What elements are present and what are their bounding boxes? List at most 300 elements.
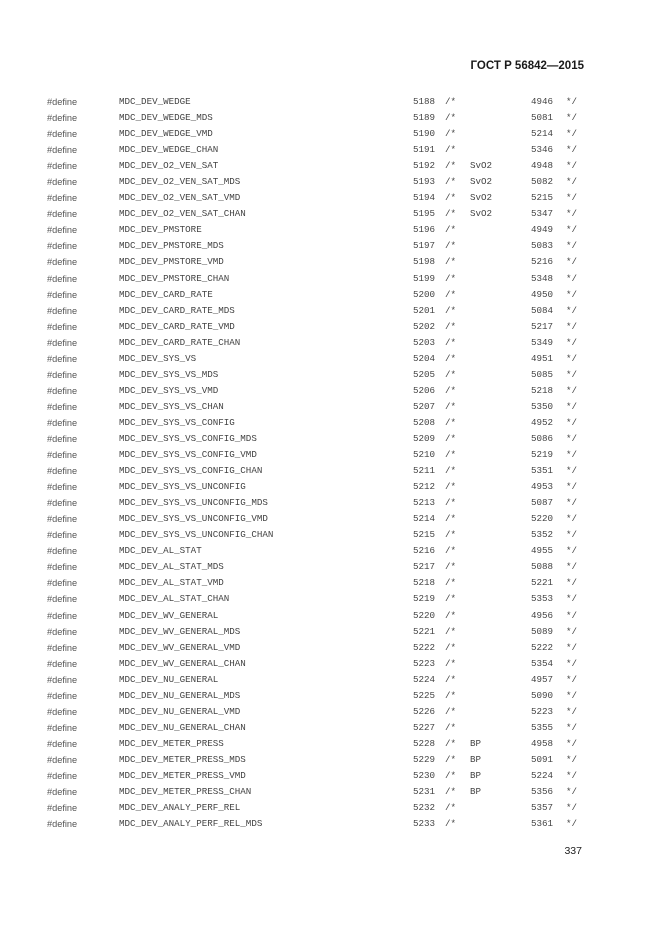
macro-name: MDC_DEV_WV_GENERAL_MDS	[119, 625, 241, 637]
comment-open: /*	[445, 609, 457, 621]
macro-code: 5231	[413, 786, 436, 798]
comment-close: */	[566, 176, 578, 188]
define-list	[0, 94, 661, 832]
comment-open: /*	[445, 416, 457, 428]
define-keyword: #define	[47, 145, 78, 156]
define-keyword: #define	[47, 305, 78, 316]
define-line	[0, 672, 661, 688]
comment-ref: 5222	[531, 641, 554, 653]
macro-name: MDC_DEV_WEDGE_MDS	[119, 112, 213, 124]
comment-close: */	[566, 112, 578, 124]
comment-open: /*	[445, 96, 457, 107]
define-line	[0, 335, 661, 351]
comment-close: */	[566, 288, 578, 300]
macro-name: MDC_DEV_WV_GENERAL_VMD	[119, 641, 241, 653]
comment-open: /*	[445, 786, 457, 798]
comment-close: */	[566, 304, 578, 316]
macro-code: 5218	[413, 577, 436, 589]
macro-name: MDC_DEV_SYS_VS_MDS	[119, 368, 219, 380]
macro-code: 5217	[413, 561, 436, 573]
macro-code: 5202	[413, 320, 436, 332]
page-header: ГОСТ Р 56842—2015	[470, 60, 584, 72]
comment-note: BP	[470, 753, 482, 765]
define-line	[0, 271, 661, 287]
macro-name: MDC_DEV_AL_STAT_CHAN	[119, 593, 230, 605]
define-keyword: #define	[47, 738, 78, 749]
macro-name: MDC_DEV_AL_STAT	[119, 545, 202, 557]
comment-open: /*	[445, 272, 457, 284]
macro-name: MDC_DEV_SYS_VS_CONFIG_VMD	[119, 449, 257, 461]
comment-open: /*	[445, 224, 457, 236]
macro-code: 5200	[413, 288, 436, 300]
comment-open: /*	[445, 240, 457, 252]
macro-code: 5201	[413, 304, 436, 316]
define-keyword: #define	[47, 433, 78, 444]
define-keyword: #define	[47, 337, 78, 348]
define-keyword: #define	[47, 642, 78, 653]
define-keyword: #define	[47, 225, 78, 236]
comment-ref: 5220	[531, 513, 554, 525]
macro-name: MDC_DEV_PMSTORE_CHAN	[119, 272, 230, 284]
define-line	[0, 351, 661, 367]
comment-note: SvO2	[470, 208, 493, 220]
define-line	[0, 591, 661, 607]
comment-note: BP	[470, 737, 482, 749]
comment-close: */	[566, 432, 578, 444]
macro-code: 5222	[413, 641, 436, 653]
define-keyword: #define	[47, 466, 78, 477]
macro-code: 5195	[413, 208, 436, 220]
comment-ref: 5346	[531, 144, 554, 156]
comment-ref: 5086	[531, 432, 554, 444]
comment-open: /*	[445, 577, 457, 589]
comment-close: */	[566, 352, 578, 364]
comment-ref: 5347	[531, 208, 554, 220]
macro-code: 5212	[413, 481, 436, 493]
comment-ref: 5083	[531, 240, 554, 252]
macro-code: 5188	[413, 96, 436, 107]
comment-open: /*	[445, 769, 457, 781]
comment-ref: 5085	[531, 368, 554, 380]
define-line	[0, 527, 661, 543]
define-keyword: #define	[47, 241, 78, 252]
comment-ref: 5223	[531, 705, 554, 717]
define-keyword: #define	[47, 562, 78, 573]
define-line	[0, 126, 661, 142]
define-line	[0, 640, 661, 656]
comment-note: BP	[470, 786, 482, 798]
comment-note: SvO2	[470, 176, 493, 188]
comment-open: /*	[445, 705, 457, 717]
define-line	[0, 110, 661, 126]
comment-ref: 5089	[531, 625, 554, 637]
comment-ref: 5356	[531, 786, 554, 798]
define-line	[0, 287, 661, 303]
comment-close: */	[566, 609, 578, 621]
define-line	[0, 142, 661, 158]
comment-open: /*	[445, 481, 457, 493]
define-line	[0, 383, 661, 399]
comment-open: /*	[445, 465, 457, 477]
comment-close: */	[566, 384, 578, 396]
define-keyword: #define	[47, 161, 78, 172]
define-keyword: #define	[47, 321, 78, 332]
macro-name: MDC_DEV_ANALY_PERF_REL	[119, 802, 241, 814]
comment-close: */	[566, 224, 578, 236]
define-line	[0, 94, 661, 110]
comment-open: /*	[445, 657, 457, 669]
define-keyword: #define	[47, 209, 78, 220]
comment-open: /*	[445, 625, 457, 637]
define-keyword: #define	[47, 819, 78, 830]
comment-ref: 5216	[531, 256, 554, 268]
comment-ref: 4957	[531, 673, 554, 685]
define-keyword: #define	[47, 385, 78, 396]
define-keyword: #define	[47, 129, 78, 140]
comment-ref: 4949	[531, 224, 554, 236]
comment-note: BP	[470, 769, 482, 781]
define-keyword: #define	[47, 498, 78, 509]
define-keyword: #define	[47, 546, 78, 557]
macro-code: 5192	[413, 160, 436, 172]
macro-code: 5227	[413, 721, 436, 733]
comment-close: */	[566, 144, 578, 156]
comment-close: */	[566, 128, 578, 140]
comment-open: /*	[445, 593, 457, 605]
comment-open: /*	[445, 641, 457, 653]
comment-close: */	[566, 513, 578, 525]
comment-close: */	[566, 593, 578, 605]
comment-open: /*	[445, 529, 457, 541]
define-line	[0, 624, 661, 640]
macro-name: MDC_DEV_SYS_VS_CHAN	[119, 400, 224, 412]
macro-name: MDC_DEV_AL_STAT_VMD	[119, 577, 224, 589]
macro-code: 5207	[413, 400, 436, 412]
page-number: 337	[564, 845, 582, 857]
macro-name: MDC_DEV_WV_GENERAL	[119, 609, 219, 621]
comment-ref: 5352	[531, 529, 554, 541]
macro-name: MDC_DEV_WEDGE	[119, 96, 191, 107]
comment-close: */	[566, 737, 578, 749]
macro-name: MDC_DEV_WEDGE_CHAN	[119, 144, 219, 156]
macro-code: 5216	[413, 545, 436, 557]
define-keyword: #define	[47, 674, 78, 685]
define-line	[0, 511, 661, 527]
define-line	[0, 303, 661, 319]
define-line	[0, 222, 661, 238]
define-keyword: #define	[47, 770, 78, 781]
macro-code: 5226	[413, 705, 436, 717]
define-line	[0, 752, 661, 768]
comment-open: /*	[445, 368, 457, 380]
comment-close: */	[566, 561, 578, 573]
macro-name: MDC_DEV_WV_GENERAL_CHAN	[119, 657, 246, 669]
comment-close: */	[566, 802, 578, 814]
macro-name: MDC_DEV_PMSTORE	[119, 224, 202, 236]
comment-open: /*	[445, 320, 457, 332]
define-keyword: #define	[47, 257, 78, 268]
comment-close: */	[566, 818, 578, 830]
comment-close: */	[566, 545, 578, 557]
comment-ref: 5081	[531, 112, 554, 124]
comment-ref: 5087	[531, 497, 554, 509]
comment-ref: 5217	[531, 320, 554, 332]
define-line	[0, 704, 661, 720]
define-keyword: #define	[47, 401, 78, 412]
define-line	[0, 447, 661, 463]
define-keyword: #define	[47, 193, 78, 204]
comment-ref: 5348	[531, 272, 554, 284]
comment-ref: 4952	[531, 416, 554, 428]
comment-open: /*	[445, 144, 457, 156]
comment-open: /*	[445, 802, 457, 814]
macro-name: MDC_DEV_NU_GENERAL_MDS	[119, 689, 241, 701]
define-line	[0, 238, 661, 254]
macro-name: MDC_DEV_SYS_VS_UNCONFIG	[119, 481, 246, 493]
comment-close: */	[566, 657, 578, 669]
define-keyword: #define	[47, 722, 78, 733]
macro-code: 5191	[413, 144, 436, 156]
comment-open: /*	[445, 721, 457, 733]
comment-close: */	[566, 336, 578, 348]
comment-close: */	[566, 577, 578, 589]
comment-open: /*	[445, 561, 457, 573]
macro-name: MDC_DEV_SYS_VS_CONFIG_CHAN	[119, 465, 263, 477]
comment-ref: 4948	[531, 160, 554, 172]
comment-ref: 5361	[531, 818, 554, 830]
comment-ref: 4958	[531, 737, 554, 749]
define-line	[0, 559, 661, 575]
macro-name: MDC_DEV_SYS_VS_UNCONFIG_VMD	[119, 513, 268, 525]
comment-open: /*	[445, 288, 457, 300]
comment-close: */	[566, 673, 578, 685]
macro-name: MDC_DEV_CARD_RATE_CHAN	[119, 336, 241, 348]
comment-close: */	[566, 721, 578, 733]
comment-ref: 5082	[531, 176, 554, 188]
comment-ref: 4946	[531, 96, 554, 107]
define-line	[0, 415, 661, 431]
macro-code: 5189	[413, 112, 436, 124]
macro-code: 5208	[413, 416, 436, 428]
define-keyword: #define	[47, 177, 78, 188]
macro-code: 5203	[413, 336, 436, 348]
macro-code: 5224	[413, 673, 436, 685]
macro-name: MDC_DEV_PMSTORE_VMD	[119, 256, 224, 268]
comment-open: /*	[445, 384, 457, 396]
define-keyword: #define	[47, 754, 78, 765]
macro-code: 5210	[413, 449, 436, 461]
macro-name: MDC_DEV_METER_PRESS_MDS	[119, 753, 246, 765]
macro-code: 5219	[413, 593, 436, 605]
comment-close: */	[566, 416, 578, 428]
macro-name: MDC_DEV_SYS_VS_UNCONFIG_CHAN	[119, 529, 274, 541]
comment-open: /*	[445, 497, 457, 509]
macro-name: MDC_DEV_METER_PRESS_VMD	[119, 769, 246, 781]
define-keyword: #define	[47, 289, 78, 300]
macro-code: 5230	[413, 769, 436, 781]
comment-ref: 5353	[531, 593, 554, 605]
define-line	[0, 190, 661, 206]
comment-ref: 5091	[531, 753, 554, 765]
define-keyword: #define	[47, 530, 78, 541]
macro-name: MDC_DEV_ANALY_PERF_REL_MDS	[119, 818, 263, 830]
macro-name: MDC_DEV_PMSTORE_MDS	[119, 240, 224, 252]
macro-code: 5190	[413, 128, 436, 140]
comment-open: /*	[445, 304, 457, 316]
comment-ref: 4951	[531, 352, 554, 364]
comment-ref: 4956	[531, 609, 554, 621]
define-keyword: #define	[47, 787, 78, 798]
comment-close: */	[566, 753, 578, 765]
comment-close: */	[566, 625, 578, 637]
define-keyword: #define	[47, 706, 78, 717]
define-keyword: #define	[47, 450, 78, 461]
comment-ref: 5221	[531, 577, 554, 589]
comment-close: */	[566, 481, 578, 493]
comment-ref: 5214	[531, 128, 554, 140]
define-keyword: #define	[47, 594, 78, 605]
macro-name: MDC_DEV_NU_GENERAL_VMD	[119, 705, 241, 717]
define-line	[0, 688, 661, 704]
comment-close: */	[566, 529, 578, 541]
define-line	[0, 174, 661, 190]
macro-code: 5194	[413, 192, 436, 204]
comment-open: /*	[445, 336, 457, 348]
comment-open: /*	[445, 256, 457, 268]
macro-code: 5213	[413, 497, 436, 509]
comment-open: /*	[445, 753, 457, 765]
comment-close: */	[566, 96, 578, 107]
comment-ref: 5090	[531, 689, 554, 701]
define-keyword: #define	[47, 369, 78, 380]
macro-code: 5199	[413, 272, 436, 284]
define-keyword: #define	[47, 417, 78, 428]
define-line	[0, 399, 661, 415]
define-line	[0, 736, 661, 752]
comment-ref: 5224	[531, 769, 554, 781]
comment-ref: 5219	[531, 449, 554, 461]
define-keyword: #define	[47, 482, 78, 493]
macro-code: 5205	[413, 368, 436, 380]
define-line	[0, 158, 661, 174]
macro-code: 5229	[413, 753, 436, 765]
macro-name: MDC_DEV_CARD_RATE_MDS	[119, 304, 235, 316]
define-keyword: #define	[47, 690, 78, 701]
macro-name: MDC_DEV_CARD_RATE	[119, 288, 213, 300]
comment-close: */	[566, 449, 578, 461]
macro-code: 5220	[413, 609, 436, 621]
comment-ref: 5084	[531, 304, 554, 316]
macro-code: 5221	[413, 625, 436, 637]
comment-ref: 4953	[531, 481, 554, 493]
define-line	[0, 495, 661, 511]
comment-close: */	[566, 208, 578, 220]
macro-code: 5193	[413, 176, 436, 188]
comment-close: */	[566, 497, 578, 509]
macro-name: MDC_DEV_WEDGE_VMD	[119, 128, 213, 140]
define-line	[0, 608, 661, 624]
comment-open: /*	[445, 208, 457, 220]
define-line	[0, 543, 661, 559]
macro-code: 5211	[413, 465, 436, 477]
define-line	[0, 367, 661, 383]
comment-close: */	[566, 400, 578, 412]
macro-name: MDC_DEV_O2_VEN_SAT_MDS	[119, 176, 241, 188]
define-line	[0, 816, 661, 832]
comment-open: /*	[445, 689, 457, 701]
define-line	[0, 479, 661, 495]
macro-name: MDC_DEV_NU_GENERAL_CHAN	[119, 721, 246, 733]
comment-close: */	[566, 689, 578, 701]
macro-name: MDC_DEV_SYS_VS_VMD	[119, 384, 219, 396]
comment-close: */	[566, 769, 578, 781]
comment-ref: 5088	[531, 561, 554, 573]
comment-ref: 5354	[531, 657, 554, 669]
macro-name: MDC_DEV_METER_PRESS_CHAN	[119, 786, 252, 798]
define-keyword: #define	[47, 97, 78, 107]
comment-close: */	[566, 320, 578, 332]
comment-open: /*	[445, 400, 457, 412]
macro-name: MDC_DEV_O2_VEN_SAT_CHAN	[119, 208, 246, 220]
define-line	[0, 784, 661, 800]
comment-ref: 5215	[531, 192, 554, 204]
macro-code: 5228	[413, 737, 436, 749]
comment-open: /*	[445, 128, 457, 140]
comment-open: /*	[445, 176, 457, 188]
comment-close: */	[566, 705, 578, 717]
comment-close: */	[566, 240, 578, 252]
comment-open: /*	[445, 545, 457, 557]
comment-ref: 5357	[531, 802, 554, 814]
define-keyword: #define	[47, 514, 78, 525]
macro-code: 5225	[413, 689, 436, 701]
comment-ref: 5218	[531, 384, 554, 396]
define-line	[0, 206, 661, 222]
define-keyword: #define	[47, 578, 78, 589]
macro-name: MDC_DEV_CARD_RATE_VMD	[119, 320, 235, 332]
macro-code: 5196	[413, 224, 436, 236]
comment-open: /*	[445, 192, 457, 204]
macro-code: 5197	[413, 240, 436, 252]
comment-ref: 5355	[531, 721, 554, 733]
comment-close: */	[566, 368, 578, 380]
macro-code: 5198	[413, 256, 436, 268]
define-line	[0, 254, 661, 270]
comment-ref: 4950	[531, 288, 554, 300]
define-line	[0, 720, 661, 736]
comment-close: */	[566, 641, 578, 653]
define-keyword: #define	[47, 353, 78, 364]
macro-name: MDC_DEV_AL_STAT_MDS	[119, 561, 224, 573]
macro-name: MDC_DEV_NU_GENERAL	[119, 673, 219, 685]
comment-open: /*	[445, 673, 457, 685]
macro-code: 5233	[413, 818, 436, 830]
define-keyword: #define	[47, 626, 78, 637]
comment-ref: 5350	[531, 400, 554, 412]
define-line	[0, 656, 661, 672]
define-keyword: #define	[47, 273, 78, 284]
macro-name: MDC_DEV_METER_PRESS	[119, 737, 224, 749]
comment-open: /*	[445, 818, 457, 830]
comment-open: /*	[445, 432, 457, 444]
define-line	[0, 431, 661, 447]
comment-open: /*	[445, 160, 457, 172]
comment-ref: 4955	[531, 545, 554, 557]
comment-close: */	[566, 786, 578, 798]
comment-open: /*	[445, 112, 457, 124]
comment-close: */	[566, 465, 578, 477]
comment-close: */	[566, 256, 578, 268]
